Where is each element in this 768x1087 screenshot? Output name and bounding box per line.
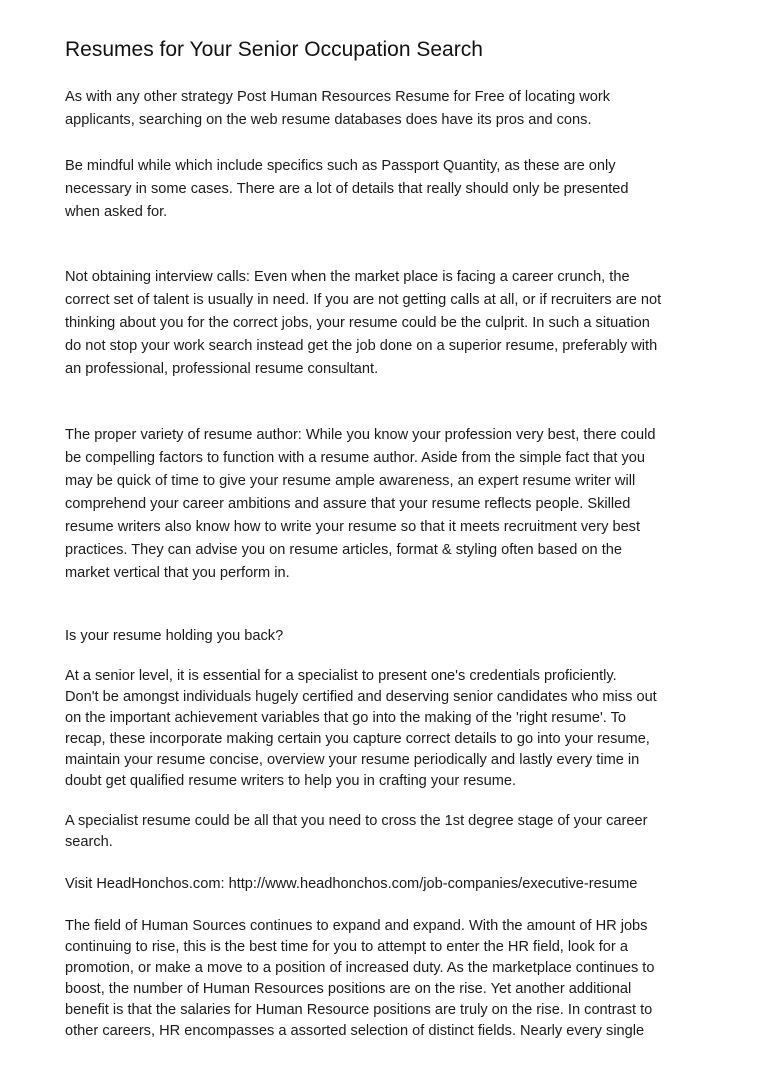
text-line: recap, these incorporate making certain you capture correct details to go into your resume,: [65, 731, 650, 747]
paragraph-human-sources: [65, 916, 654, 1042]
paragraph-senior-level: [65, 666, 657, 792]
text-line: resume writers also know how to write your resume so that it meets recruitment very best: [65, 519, 641, 535]
text-line: be compelling factors to function with a resume author. Aside from the simple fact that you: [65, 450, 645, 466]
text-line: Is your resume holding you back?: [65, 628, 284, 644]
text-line: practices. They can advise you on resume articles, format & styling often based on the: [65, 542, 623, 558]
text-line: boost, the number of Human Resources positions are on the rise. Yet another additional: [65, 981, 632, 997]
paragraph-interview-calls: [65, 266, 661, 381]
text-line: may be quick of time to give your resume ample awareness, an expert resume writer will: [65, 473, 636, 489]
text-line: maintain your resume concise, overview your resume periodically and lastly every time in: [65, 752, 640, 768]
text-line: search.: [65, 834, 113, 850]
paragraph-visit-link: [65, 874, 637, 895]
text-line: comprehend your career ambitions and assure that your resume reflects people. Skilled: [65, 496, 631, 512]
paragraph-heading-question: [65, 626, 283, 647]
text-line: continuing to rise, this is the best time for you to attempt to enter the HR field, look for a: [65, 939, 628, 955]
text-line: other careers, HR encompasses a assorted selection of distinct fields. Nearly every single: [65, 1023, 645, 1039]
text-line: Not obtaining interview calls: Even when the market place is facing a career crunch, the: [65, 269, 630, 285]
paragraph-intro: [65, 86, 610, 132]
text-line: At a senior level, it is essential for a specialist to present one's credentials proficiently.: [65, 668, 617, 684]
text-line: Don't be amongst individuals hugely certified and deserving senior candidates who miss out: [65, 689, 657, 705]
document-title: Resumes for Your Senior Occupation Search: [65, 38, 483, 61]
text-line: do not stop your work search instead get the job done on a superior resume, preferably with: [65, 338, 658, 354]
text-line: thinking about you for the correct jobs, your resume could be the culprit. In such a situation: [65, 315, 650, 331]
text-line: correct set of talent is usually in need. If you are not getting calls at all, or if recruiters are not: [65, 292, 662, 308]
paragraph-specifics: [65, 155, 629, 224]
text-line: an professional, professional resume consultant.: [65, 361, 379, 377]
text-line: Be mindful while which include specifics such as Passport Quantity, as these are only: [65, 158, 616, 174]
text-line: applicants, searching on the web resume databases does have its pros and cons.: [65, 112, 592, 128]
text-line: on the important achievement variables that go into the making of the 'right resume'. To: [65, 710, 626, 726]
text-line: As with any other strategy Post Human Resources Resume for Free of locating work: [65, 89, 611, 105]
text-line: A specialist resume could be all that you need to cross the 1st degree stage of your career: [65, 813, 648, 829]
text-line: necessary in some cases. There are a lot of details that really should only be presented: [65, 181, 629, 197]
text-line: benefit is that the salaries for Human Resource positions are truly on the rise. In contrast to: [65, 1002, 653, 1018]
text-line: market vertical that you perform in.: [65, 565, 290, 581]
text-line: doubt get qualified resume writers to help you in crafting your resume.: [65, 773, 517, 789]
paragraph-resume-author: [65, 424, 656, 585]
paragraph-specialist-resume: [65, 811, 647, 853]
text-line: Visit HeadHonchos.com: http://www.headhonchos.com/job-companies/executive-resume: [65, 876, 638, 892]
text-line: The field of Human Sources continues to expand and expand. With the amount of HR jobs: [65, 918, 648, 934]
text-line: when asked for.: [65, 204, 168, 220]
text-line: promotion, or make a move to a position of increased duty. As the marketplace continues to: [65, 960, 655, 976]
text-line: The proper variety of resume author: While you know your profession very best, there could: [65, 427, 656, 443]
